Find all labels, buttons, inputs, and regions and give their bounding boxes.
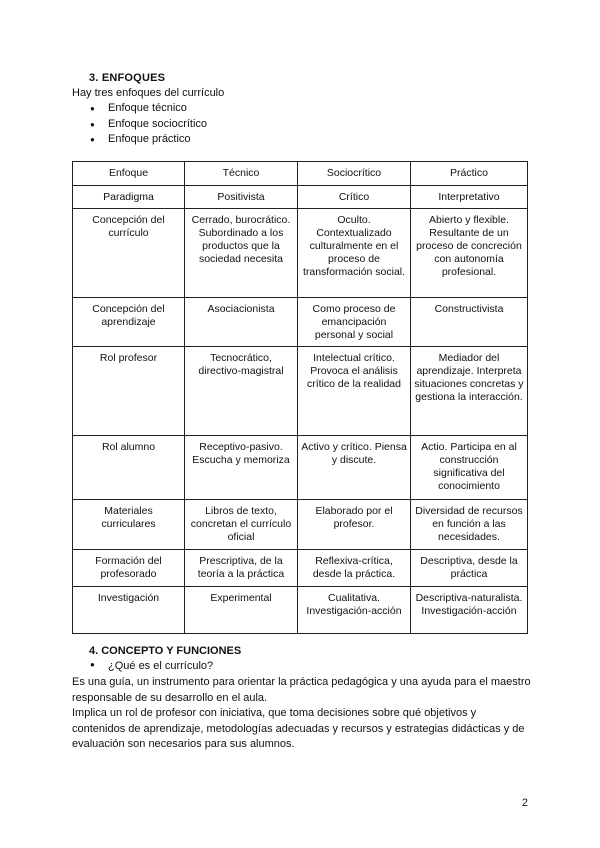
table-cell: Descriptiva, desde la práctica (411, 550, 528, 587)
table-body (73, 162, 528, 634)
section-3-heading: 3. ENFOQUES (89, 72, 166, 84)
table-row (73, 347, 528, 436)
approaches-list (90, 101, 207, 148)
header-cell: Sociocrítico (298, 162, 411, 186)
table-cell: Libros de texto, concretan el currículo oficial (185, 500, 298, 550)
table-cell: Prescriptiva, de la teoría a la práctica (185, 550, 298, 587)
table-cell: Abierto y flexible. Resultante de un proceso de concreción con autonomía profesional. (411, 209, 528, 298)
table-cell: Tecnocrático, directivo-magistral (185, 347, 298, 436)
list-item: ● Enfoque sociocrítico (90, 117, 207, 133)
table-cell: Constructivista (411, 298, 528, 347)
table-cell: Intelectual crítico. Provoca el análisis crítico de la realidad (298, 347, 411, 436)
table-row (73, 186, 528, 209)
table-row (73, 436, 528, 500)
question-bullet: ● ¿Qué es el currículo? (90, 660, 213, 672)
table-cell: Activo y crítico. Piensa y discute. (298, 436, 411, 500)
table-cell: Actio. Participa en al construcción significativa del conocimiento (411, 436, 528, 500)
table-cell: Mediador del aprendizaje. Interpreta situaciones concretas y gestiona la interacción. (411, 347, 528, 436)
table-cell: Formación del profesorado (73, 550, 185, 587)
table-cell: Concepción del currículo (73, 209, 185, 298)
table-cell: Experimental (185, 587, 298, 634)
table-cell: Diversidad de recursos en función a las necesidades. (411, 500, 528, 550)
table-row (73, 298, 528, 347)
table-cell: Rol alumno (73, 436, 185, 500)
table-row (73, 550, 528, 587)
list-item: ● Enfoque técnico (90, 101, 207, 117)
section-4-heading: 4. CONCEPTO Y FUNCIONES (89, 645, 242, 657)
table-cell: Receptivo-pasivo. Escucha y memoriza (185, 436, 298, 500)
table-cell: Concepción del aprendizaje (73, 298, 185, 347)
table-row (73, 587, 528, 634)
table-cell: Como proceso de emancipación personal y social (298, 298, 411, 347)
table-cell: Investigación (73, 587, 185, 634)
table-cell: Asociacionista (185, 298, 298, 347)
page-number: 2 (521, 797, 528, 809)
section-3-intro: Hay tres enfoques del currículo (72, 87, 225, 99)
table-cell: Rol profesor (73, 347, 185, 436)
list-item: ● Enfoque práctico (90, 132, 207, 148)
table-header-row (73, 162, 528, 186)
table-cell: Paradigma (73, 186, 185, 209)
table-cell: Reflexiva-crítica, desde la práctica. (298, 550, 411, 587)
table-cell: Materiales curriculares (73, 500, 185, 550)
header-cell: Enfoque (73, 162, 185, 186)
table-cell: Descriptiva-naturalista. Investigación-acción (411, 587, 528, 634)
table-cell: Elaborado por el profesor. (298, 500, 411, 550)
table-cell: Interpretativo (411, 186, 528, 209)
table-row (73, 209, 528, 298)
header-cell: Práctico (411, 162, 528, 186)
table-cell: Crítico (298, 186, 411, 209)
table-cell: Positivista (185, 186, 298, 209)
paragraph-role: Implica un rol de profesor con iniciativa, que toma decisiones sobre qué objetivos y contenidos de aprendizaje, metodologías adecuadas y recursos y estrategias didácticas y de evaluación son necesarios para sus alumnos. (72, 707, 525, 750)
table-cell: Cualitativa. Investigación-acción (298, 587, 411, 634)
header-cell: Técnico (185, 162, 298, 186)
table-cell: Cerrado, burocrático. Subordinado a los productos que la sociedad necesita (185, 209, 298, 298)
table-cell: Oculto. Contextualizado culturalmente en el proceso de transformación social. (298, 209, 411, 298)
table-row (73, 500, 528, 550)
approaches-table (72, 161, 528, 634)
paragraph-definition: Es una guía, un instrumento para orientar la práctica pedagógica y una ayuda para el maestro responsable de su desarrollo en el aula. (72, 676, 531, 704)
